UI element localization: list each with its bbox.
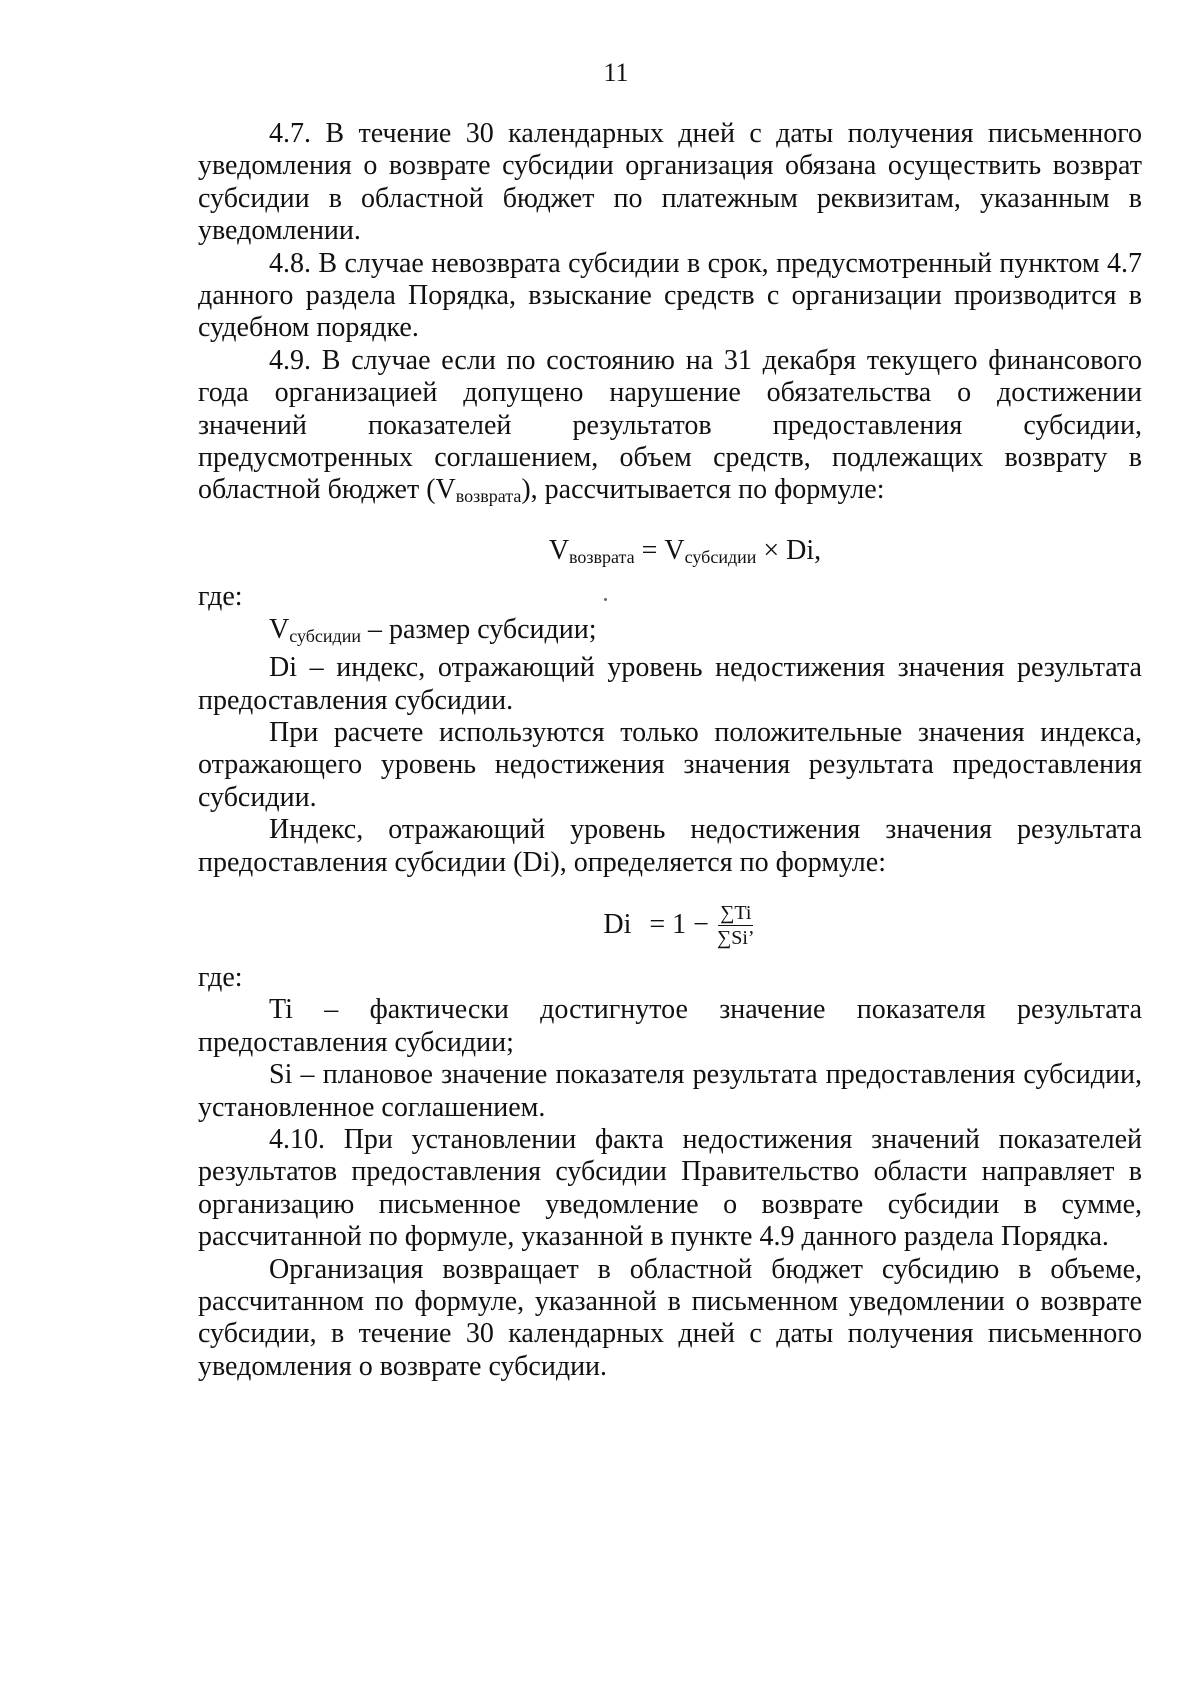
formula-di-rhs: = 1 − (649, 909, 709, 941)
where-label: где: (198, 961, 243, 993)
scan-speck (604, 598, 607, 601)
paragraph-4-9-text: 4.9. В случае если по состоянию на 31 декабря текущего финансового года организацией допущено нарушение обязательства о достижении значений показателей результатов предоставления субсидии, предусмотренных соглашением, объем средств, подлежащих возврату в областной бюджет (V (198, 344, 1142, 506)
subscript-subsidii: субсидии (684, 546, 757, 567)
paragraph-4-10: 4.10. При установлении факта недостижения значений показателей результатов предоставления субсидии Правительство области направляет в организацию письменное уведомление о возврате субсидии в сумме, рассчитанной по формуле, указанной в пункте 4.9 данного раздела Порядка. (198, 1123, 1142, 1253)
paragraph-4-9-tail: ), рассчитывается по формуле: (521, 474, 885, 506)
formula-v-vozvrata: $V_{возврата} = V_{субсидии} \times Di$, (548, 534, 822, 567)
subscript-vozvrata: возврата (455, 486, 522, 507)
paragraph-4-9 (198, 345, 1142, 513)
fraction-denominator: ∑Si’ (716, 926, 755, 949)
fraction-numerator: ∑Ti (720, 901, 752, 924)
formula-di (198, 901, 1142, 950)
definition-ti: Ti – фактически достигнутое значение показателя результата предоставления субсидии; (198, 994, 1142, 1058)
paragraph-4-7: 4.7. В течение 30 календарных дней с даты получения письменного уведомления о возврате субсидии организация обязана осуществить возврат субсидии в областной бюджет по платежным реквизитам, указанным в уведомлении. (198, 118, 1142, 247)
document-body (198, 118, 1142, 1383)
formula-di-lhs: Di (603, 909, 632, 941)
subscript-vozvrata: возврата (569, 546, 635, 567)
fraction (715, 901, 757, 950)
definition-si: Si – плановое значение показателя результата предоставления субсидии, установленное соглашением. (198, 1059, 1142, 1123)
subscript-subsidii: субсидии (289, 625, 361, 646)
paragraph-positive-values: При расчете используются только положительные значения индекса, отражающего уровень недостижения значения результата предоставления субсидии. (198, 716, 1142, 813)
definition-v-subsidii: $V_{субсидии}$ – размер субсидии; (269, 613, 597, 646)
paragraph-organization-returns: Организация возвращает в областной бюджет субсидию в объеме, рассчитанном по формуле, указанной в письменном уведомлении о возврате субсидии, в течение 30 календарных дней с даты получения письменного уведомления о возврате субсидии. (198, 1253, 1142, 1382)
definition-di: Di – индекс, отражающий уровень недостижения значения результата предоставления субсидии. (198, 652, 1142, 716)
paragraph-4-8: 4.8. В случае невозврата субсидии в срок, предусмотренный пунктом 4.7 данного раздела Порядка, взыскание средств с организации производится в судебном порядке. (198, 247, 1142, 344)
where-label: где: (198, 581, 243, 613)
page-number: 11 (603, 58, 629, 87)
paragraph-index: Индекс, отражающий уровень недостижения значения результата предоставления субсидии (Di), определяется по формуле: (198, 814, 1142, 878)
